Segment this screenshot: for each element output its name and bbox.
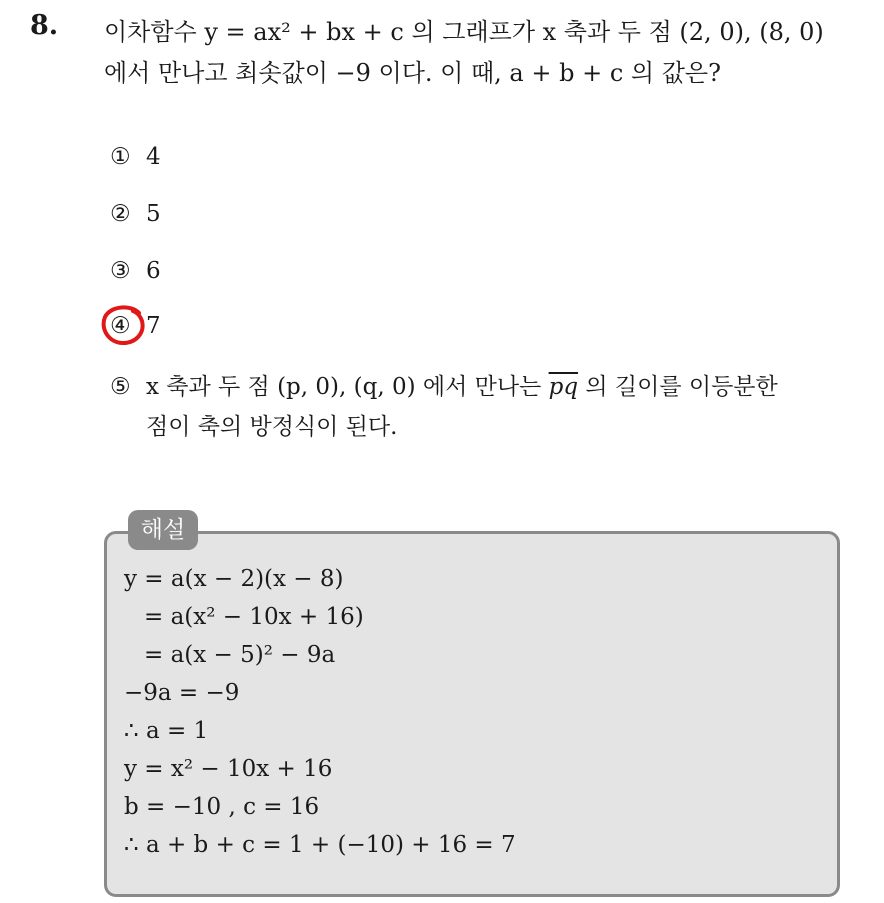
solution-line-7: b = −10 , c = 16	[124, 794, 320, 820]
choice-3[interactable]	[110, 258, 161, 284]
choice-3-text: 6	[146, 258, 161, 284]
choice-5-text-prefix: x 축과 두 점 (p, 0), (q, 0) 에서 만나는	[146, 374, 549, 400]
choice-1-mark: ①	[110, 144, 131, 170]
solution-line-4: −9a = −9	[124, 680, 240, 706]
solution-line-5: ∴ a = 1	[124, 718, 209, 744]
choice-4-text: 7	[146, 313, 161, 339]
choice-2-text: 5	[146, 201, 161, 227]
solution-line-8: ∴ a + b + c = 1 + (−10) + 16 = 7	[124, 832, 516, 858]
choice-2-mark: ②	[110, 201, 131, 227]
solution-line-2: = a(x² − 10x + 16)	[144, 604, 364, 630]
solution-line-6: y = x² − 10x + 16	[124, 756, 333, 782]
choice-5-mark: ⑤	[110, 374, 131, 400]
question-text-line-2: 에서 만나고 최솟값이 −9 이다. 이 때, a + b + c 의 값은?	[104, 59, 721, 87]
choice-5[interactable]	[110, 368, 778, 401]
choice-3-mark: ③	[110, 258, 131, 284]
question-number: 8.	[30, 10, 59, 41]
red-circle-annotation-icon	[99, 303, 149, 349]
solution-label: 해설	[128, 510, 198, 550]
choice-1-text: 4	[146, 144, 161, 170]
solution-line-3: = a(x − 5)² − 9a	[144, 642, 336, 668]
choice-5-text-suffix: 의 길이를 이등분한	[578, 374, 778, 400]
choice-5-segment-pq: $\overline{pq}$	[548, 374, 579, 400]
choice-5-text-line-2: 점이 축의 방정식이 된다.	[146, 414, 398, 440]
question-text-line-1: 이차함수 y = ax² + bx + c 의 그래프가 x 축과 두 점 (2, 0), (8, 0)	[104, 18, 824, 46]
choice-2[interactable]	[110, 201, 161, 227]
choice-1[interactable]	[110, 144, 161, 170]
choice-4-mark: ④	[110, 313, 131, 339]
solution-line-1: y = a(x − 2)(x − 8)	[124, 566, 344, 592]
